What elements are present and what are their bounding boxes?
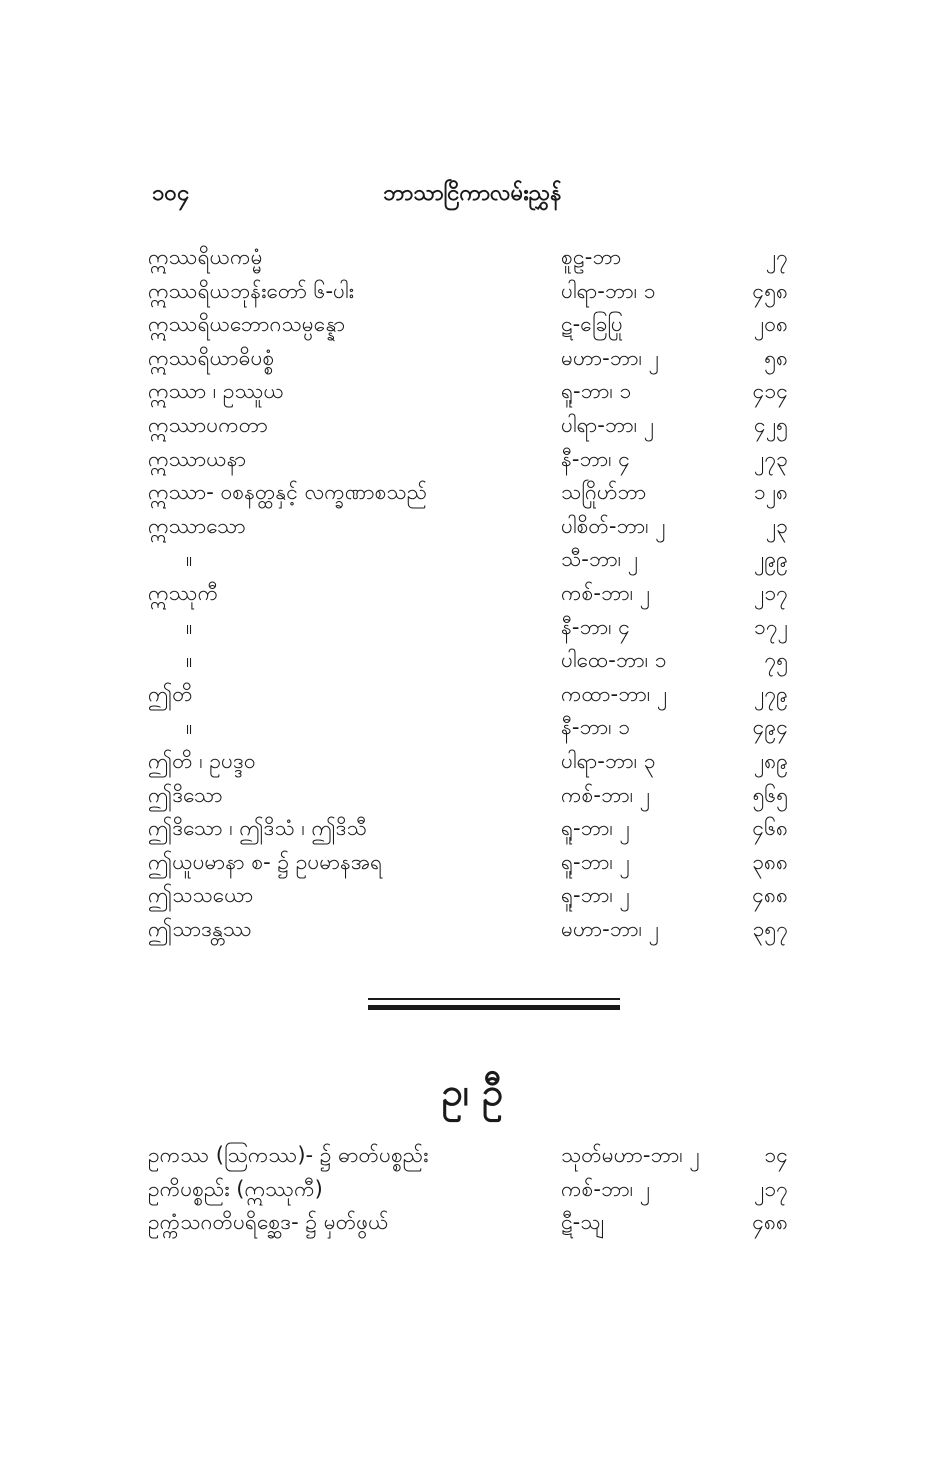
index-page: ၄၆၈ xyxy=(752,816,788,841)
index-row xyxy=(148,1139,788,1173)
index-page: ၃၅၇ xyxy=(752,916,788,941)
index-term: ဤသသယော xyxy=(148,883,254,908)
index-source: ကစ်-ဘာ၊ ၂ xyxy=(561,782,651,807)
index-page: ၄၈၈ xyxy=(752,883,788,908)
index-page: ၂၃ xyxy=(765,513,788,538)
index-row xyxy=(148,275,788,309)
index-row xyxy=(148,308,788,342)
index-page: ၂၀၈ xyxy=(753,312,788,337)
index-source: ပါရာ-ဘာ၊ ၃ xyxy=(561,748,656,773)
index-row xyxy=(148,342,788,376)
index-row xyxy=(148,476,788,510)
index-page: ၇၅ xyxy=(764,648,788,673)
index-page: ၁၄ xyxy=(764,1143,788,1167)
index-row xyxy=(148,1206,788,1240)
ditto-mark: ။ xyxy=(186,614,193,639)
index-page: ၃၈၈ xyxy=(752,849,788,874)
index-term: ဥက္ကံသဂတိပရိစ္ဆေဒ- ၌ မှတ်ဖွယ် xyxy=(148,1210,389,1235)
index-source: ရူ-ဘာ၊ ၂ xyxy=(561,883,630,908)
index-source: စူဠ-ဘာ xyxy=(561,245,622,269)
index-row xyxy=(148,409,788,443)
index-term: ဣဿရိယကမ္မံ xyxy=(148,245,263,269)
index-row xyxy=(148,1173,788,1207)
index-page: ၄၉၄ xyxy=(752,715,788,740)
index-source: ကစ်-ဘာ၊ ၂ xyxy=(561,580,651,605)
index-page: ၄၁၄ xyxy=(752,379,788,404)
index-page: ၂၇၉ xyxy=(754,681,788,706)
index-source: သဂြိုဟ်ဘာ xyxy=(561,480,647,505)
index-source: နီ-ဘာ၊ ၄ xyxy=(561,446,631,471)
index-row xyxy=(148,644,788,678)
index-source: ပါစိတ်-ဘာ၊ ၂ xyxy=(561,513,666,538)
index-row xyxy=(148,443,788,477)
section-divider xyxy=(368,998,620,1010)
index-page: ၅၈ xyxy=(764,345,788,370)
index-source: ဋ-ခြေပြု xyxy=(561,312,623,337)
section-heading: ဥ၊ ဦ xyxy=(441,1070,504,1114)
index-page: ၂၈၉ xyxy=(753,748,788,773)
index-source: ပါရာ-ဘာ၊ ၂ xyxy=(561,412,655,437)
index-page: ၄၈၈ xyxy=(752,1210,788,1235)
index-row xyxy=(148,913,788,947)
index-page: ၂၁၇ xyxy=(754,580,788,605)
index-source: နီ-ဘာ၊ ၄ xyxy=(561,614,631,639)
index-term: ဣဿာသော xyxy=(148,513,246,538)
index-source: ရူ-ဘာ၊ ၂ xyxy=(561,816,630,841)
index-row xyxy=(148,846,788,880)
section-index-table xyxy=(148,1139,788,1240)
index-term: ဤဒိသော ၊ ဤဒိသံ ၊ ဤဒိသီ xyxy=(148,816,367,841)
index-row xyxy=(148,711,788,745)
index-source: မဟာ-ဘာ၊ ၂ xyxy=(561,916,659,941)
index-row xyxy=(148,812,788,846)
index-term: ဤယူပမာနာ စ- ၌ ဥပမာနအရ xyxy=(148,849,383,874)
index-page: ၅၆၅ xyxy=(752,782,788,807)
index-row xyxy=(148,241,788,275)
index-source: ဋီ-သျ xyxy=(561,1210,604,1235)
index-row xyxy=(148,611,788,645)
index-term: ဣဿရိယာဓိပစ္စံ xyxy=(148,345,275,370)
index-term: ဥကိပစ္စည်း (ဣဿုကီ) xyxy=(148,1176,323,1201)
index-source: ကစ်-ဘာ၊ ၂ xyxy=(561,1176,651,1201)
index-source: သီ-ဘာ၊ ၂ xyxy=(561,547,639,572)
index-row xyxy=(148,678,788,712)
index-page: ၂၁၇ xyxy=(754,1176,788,1201)
ditto-mark: ။ xyxy=(186,547,193,572)
index-page: ၄၂၅ xyxy=(754,412,788,437)
ditto-mark: ။ xyxy=(186,648,193,673)
index-source: ရူ-ဘာ၊ ၁ xyxy=(561,379,632,404)
index-table xyxy=(148,241,788,946)
index-source: မဟာ-ဘာ၊ ၂ xyxy=(561,345,659,370)
index-source: ပါရာ-ဘာ၊ ၁ xyxy=(561,278,656,303)
index-page: ၂၇ xyxy=(765,245,788,269)
index-row xyxy=(148,543,788,577)
index-row xyxy=(148,577,788,611)
index-term: ဤသာဒန္တဿ xyxy=(148,916,252,941)
index-page: ၂၇၃ xyxy=(754,446,788,471)
index-term: ဣဿရိယဘောဂသမ္ပန္နော xyxy=(148,312,346,337)
index-source: နီ-ဘာ၊ ၁ xyxy=(561,715,631,740)
divider-thick-rule xyxy=(368,1005,620,1010)
index-term: ဣဿုကီ xyxy=(148,580,219,605)
index-page: ၄၅၈ xyxy=(752,278,788,303)
index-source: သုတ်မဟာ-ဘာ၊ ၂ xyxy=(561,1143,700,1167)
index-term: ဤတိ ၊ ဥပဒ္ဒဝ xyxy=(148,748,256,773)
index-page: ၁၂၈ xyxy=(753,480,788,505)
index-term: ဤတိ xyxy=(148,681,193,706)
index-page: ၂၉၉ xyxy=(754,547,788,572)
index-row xyxy=(148,745,788,779)
index-term: ဣဿရိယဘုန်းတော် ၆-ပါး xyxy=(148,278,354,303)
index-row xyxy=(148,375,788,409)
index-page: ၁၇၂ xyxy=(754,614,788,639)
index-source: ကထာ-ဘာ၊ ၂ xyxy=(561,681,668,706)
index-term: ဥကဿ (ဩကဿ)- ၌ ဓာတ်ပစ္စည်း xyxy=(148,1143,429,1167)
page-number: ၁၀၄ xyxy=(152,181,190,206)
index-term: ဣဿာ- ဝစနတ္ထနှင့် လက္ခဏာစသည် xyxy=(148,480,428,505)
index-term: ဣဿာ ၊ ဥဿူယ xyxy=(148,379,284,404)
index-term: ဣဿာပကတာ xyxy=(148,412,268,437)
index-row xyxy=(148,779,788,813)
index-source: ရူ-ဘာ၊ ၂ xyxy=(561,849,630,874)
index-row xyxy=(148,510,788,544)
index-term: ဤဒိသော xyxy=(148,782,223,807)
index-term: ဣဿာယနာ xyxy=(148,446,247,471)
index-row xyxy=(148,879,788,913)
ditto-mark: ။ xyxy=(186,715,193,740)
running-title: ဘာသာငြိကာလမ်းညွှန် xyxy=(383,181,562,206)
index-source: ပါထေ-ဘာ၊ ၁ xyxy=(561,648,667,673)
